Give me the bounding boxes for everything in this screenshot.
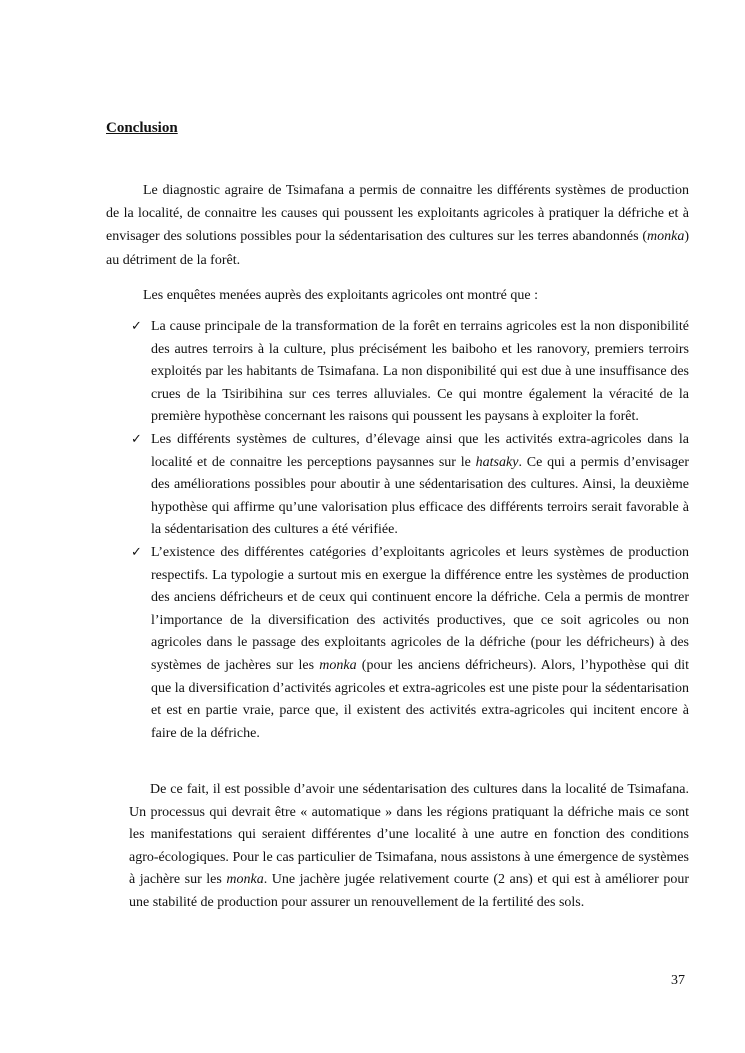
intro-paragraph <box>106 179 689 272</box>
text-run: De ce fait, il est possible d’avoir une sédentarisation des cultures dans la localité de Tsimafana. Un processus qui devrait être « automatique » dans les régions pratiquant la défriche mais ce sont les manifestations qui seraient différentes d’une localité à une autre en fonction des conditions agro-écologiques. Pour le cas particulier de Tsimafana, nous assistons à une émergence de systèmes à jachère sur les <box>129 782 689 888</box>
findings-list <box>131 316 689 745</box>
text-run: (pour les anciens défricheurs). Alors, l’hypothèse qui dit que la diversification d’activités agricoles et extra-agricoles est une piste pour la sédentarisation et est en partie vraie, parce que, il existent des activités extra-agricoles qui incitent encore à faire de la défriche. <box>151 657 689 741</box>
lead-in-paragraph: Les enquêtes menées auprès des exploitants agricoles ont montré que : <box>143 288 538 303</box>
list-item-text <box>151 545 689 741</box>
section-heading: Conclusion <box>106 120 178 136</box>
check-mark-icon: ✓ <box>131 431 142 447</box>
text-run: ) au détriment de la forêt. <box>106 229 689 268</box>
italic-term: monka <box>319 657 357 673</box>
text-run: Le diagnostic agraire de Tsimafana a permis de connaitre les différents systèmes de production de la localité, de connaitre les causes qui poussent les exploitants agricoles à pratiquer la défriche et à envisager des solutions possibles pour la sédentarisation des cultures sur les terres abandonnés ( <box>106 183 689 245</box>
page-number: 37 <box>671 973 685 988</box>
text-run: . Une jachère jugée relativement courte (2 ans) et qui est à améliorer pour une stabilité de production pour assurer un renouvellement de la fertilité des sols. <box>129 872 689 910</box>
list-item-text <box>151 319 689 424</box>
check-mark-icon: ✓ <box>131 544 142 560</box>
italic-term: hatsaky <box>475 454 519 470</box>
list-item-text <box>151 432 689 537</box>
text-run: Les différents systèmes de cultures, d’élevage ainsi que les activités extra-agricoles dans la localité et de connaitre les perceptions paysannes sur le <box>151 431 689 470</box>
list-item <box>131 316 689 429</box>
text-run: La cause principale de la transformation de la forêt en terrains agricoles est la non disponibilité des autres terroirs à la culture, plus précisément les baiboho et les ranovory, premiers terroirs exploités par les habitants de Tsimafana. La non disponibilité qui est due à une insuffisance des crues de la Tsiribihina sur ces terres alluviales. Ce qui montre également la véracité de la première hypothèse concernant les raisons qui poussent les paysans à exploiter la forêt. <box>151 319 689 425</box>
text-run: L’existence des différentes catégories d’exploitants agricoles et leurs systèmes de production respectifs. La typologie a surtout mis en exergue la différence entre les systèmes de production des anciens défricheurs et de ceux qui continuent encore la défriche. Cela a permis de montrer l’importance de la diversification des activités productives, que ce soit agricoles ou non agricoles dans le passage des exploitants agricoles de la défriche (pour les défricheurs) à des systèmes de jachères sur les <box>151 544 689 673</box>
text-run: . Ce qui a permis d’envisager des améliorations possibles pour aboutir à une sédentarisation des cultures. Ainsi, la deuxième hypothèse qui affirme qu’une valorisation plus efficace des différents terroirs serait favorable à la sédentarisation des cultures a été vérifiée. <box>151 454 690 538</box>
closing-paragraph <box>129 779 689 915</box>
italic-term: monka <box>647 229 685 245</box>
check-mark-icon: ✓ <box>131 319 142 334</box>
list-item <box>131 542 689 745</box>
list-item <box>131 429 689 542</box>
italic-term: monka <box>226 872 264 888</box>
